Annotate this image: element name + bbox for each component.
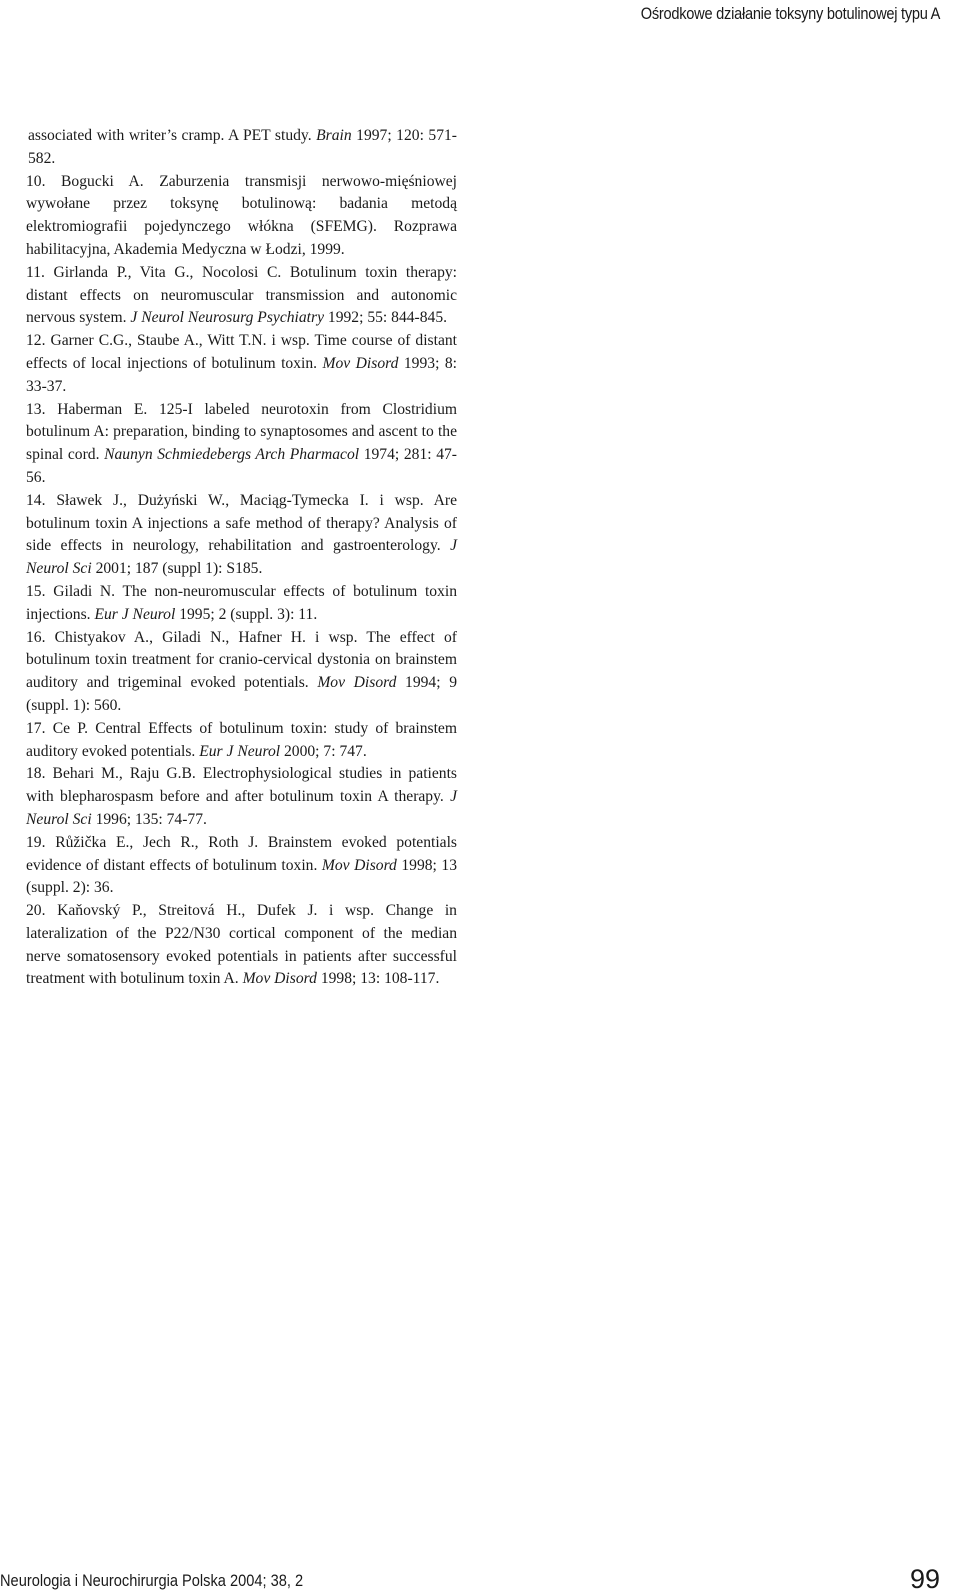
reference-citation: 1974; 281: 47-56. bbox=[26, 446, 457, 486]
reference-text: Garner C.G., Staube A., Witt T.N. i wsp. Time course of distant effects of local injections of botulinum toxin. bbox=[26, 332, 457, 372]
reference-text: Girlanda P., Vita G., Nocolosi C. Botulinum toxin therapy: distant effects on neuromuscular transmission and autonomic nervous system. bbox=[26, 263, 457, 327]
reference-number: 15. bbox=[26, 582, 46, 600]
reference-citation: 2001; 187 (suppl 1): S185. bbox=[91, 560, 263, 578]
reference-citation: 1995; 2 (suppl. 3): 11. bbox=[175, 605, 318, 623]
reference-item bbox=[26, 171, 457, 262]
reference-journal: Mov Disord bbox=[242, 970, 317, 988]
reference-item bbox=[26, 763, 457, 831]
reference-citation: 1998; 13 (suppl. 2): 36. bbox=[26, 856, 457, 897]
reference-citation: 1996; 135: 74-77. bbox=[91, 810, 207, 828]
reference-item bbox=[26, 718, 457, 764]
reference-journal: Eur J Neurol bbox=[199, 742, 281, 760]
reference-citation: 1994; 9 (suppl. 1): 560. bbox=[26, 674, 457, 714]
reference-item bbox=[26, 900, 457, 991]
reference-journal: Mov Disord bbox=[322, 354, 399, 372]
page-number: 99 bbox=[909, 1564, 940, 1594]
reference-item bbox=[26, 581, 457, 627]
reference-number: 20. bbox=[26, 902, 46, 920]
reference-journal: Brain bbox=[316, 127, 352, 144]
reference-number: 16. bbox=[26, 628, 46, 646]
running-head: Ośrodkowe działanie toksyny botulinowej typu A bbox=[640, 4, 940, 23]
reference-number: 17. bbox=[26, 719, 46, 737]
reference-number: 18. bbox=[26, 765, 46, 783]
reference-item bbox=[26, 832, 457, 900]
reference-journal: Mov Disord bbox=[317, 674, 397, 692]
reference-item bbox=[26, 490, 457, 581]
reference-item bbox=[26, 330, 457, 398]
reference-text: Růžička E., Jech R., Roth J. Brainstem evoked potentials evidence of distant effects of botulinum toxin. bbox=[26, 833, 457, 874]
reference-journal: J Neurol Neurosurg Psychiatry bbox=[130, 309, 324, 327]
reference-item bbox=[26, 399, 457, 490]
reference-journal: Mov Disord bbox=[321, 856, 397, 874]
reference-journal: J Neurol Sci bbox=[26, 788, 457, 828]
reference-text: Ce P. Central Effects of botulinum toxin: study of brainstem auditory evoked potentials. bbox=[26, 719, 457, 760]
reference-text: Behari M., Raju G.B. Electrophysiological studies in patients with blepharospasm before and after botulinum toxin A therapy. bbox=[26, 765, 457, 806]
reference-text: Bogucki A. Zaburzenia transmisji nerwowo-mięśniowej wywołane przez toksynę botulinową: badania metodą elektromiografii pojedynczego włókna (SFEMG). Rozprawa habilitacyjna, Akademia Medyczna w Łodzi, 1999. bbox=[26, 172, 457, 258]
reference-citation: 1998; 13: 108-117. bbox=[316, 970, 440, 988]
reference-list bbox=[26, 125, 457, 991]
reference-text: Haberman E. 125-I labeled neurotoxin from Clostridium botulinum A: preparation, binding to synaptosomes and ascent to the spinal cord. bbox=[26, 400, 457, 464]
reference-item bbox=[26, 125, 457, 171]
reference-item bbox=[26, 262, 457, 330]
reference-journal: Naunyn Schmiedebergs Arch Pharmacol bbox=[104, 446, 360, 464]
reference-citation: 1997; 120: 571-582. bbox=[28, 127, 457, 167]
reference-number: 19. bbox=[26, 833, 46, 851]
reference-number: 14. bbox=[26, 491, 46, 509]
reference-citation: 1992; 55: 844-845. bbox=[324, 309, 448, 327]
reference-item bbox=[26, 627, 457, 718]
reference-journal: Eur J Neurol bbox=[94, 605, 176, 623]
reference-number: 11. bbox=[26, 263, 45, 281]
reference-number: 13. bbox=[26, 400, 46, 418]
reference-text: Chistyakov A., Giladi N., Hafner H. i wsp. The effect of botulinum toxin treatment for cranio-cervical dystonia on brainstem auditory and trigeminal evoked potentials. bbox=[26, 628, 457, 692]
reference-text: associated with writer’s cramp. A PET study. bbox=[28, 127, 317, 144]
reference-text: Giladi N. The non-neuromuscular effects of botulinum toxin injections. bbox=[26, 582, 457, 623]
reference-citation: 2000; 7: 747. bbox=[280, 742, 367, 760]
reference-number: 12. bbox=[26, 332, 46, 350]
reference-text: Sławek J., Dużyński W., Maciąg-Tymecka I. i wsp. Are botulinum toxin A injections a safe method of therapy? Analysis of side effects in neurology, rehabilitation and gastroenterology. bbox=[26, 491, 457, 555]
reference-citation: 1993; 8: 33-37. bbox=[26, 354, 457, 395]
reference-number: 10. bbox=[26, 172, 46, 190]
reference-journal: J Neurol Sci bbox=[26, 537, 457, 578]
footer-journal-citation: Neurologia i Neurochirurgia Polska 2004; 38, 2 bbox=[0, 1571, 304, 1590]
reference-text: Kaňovský P., Streitová H., Dufek J. i wsp. Change in lateralization of the P22/N30 cortical component of the median nerve somatosensory evoked potentials in patients after successful treatment with botulinum toxin A. bbox=[26, 902, 457, 988]
